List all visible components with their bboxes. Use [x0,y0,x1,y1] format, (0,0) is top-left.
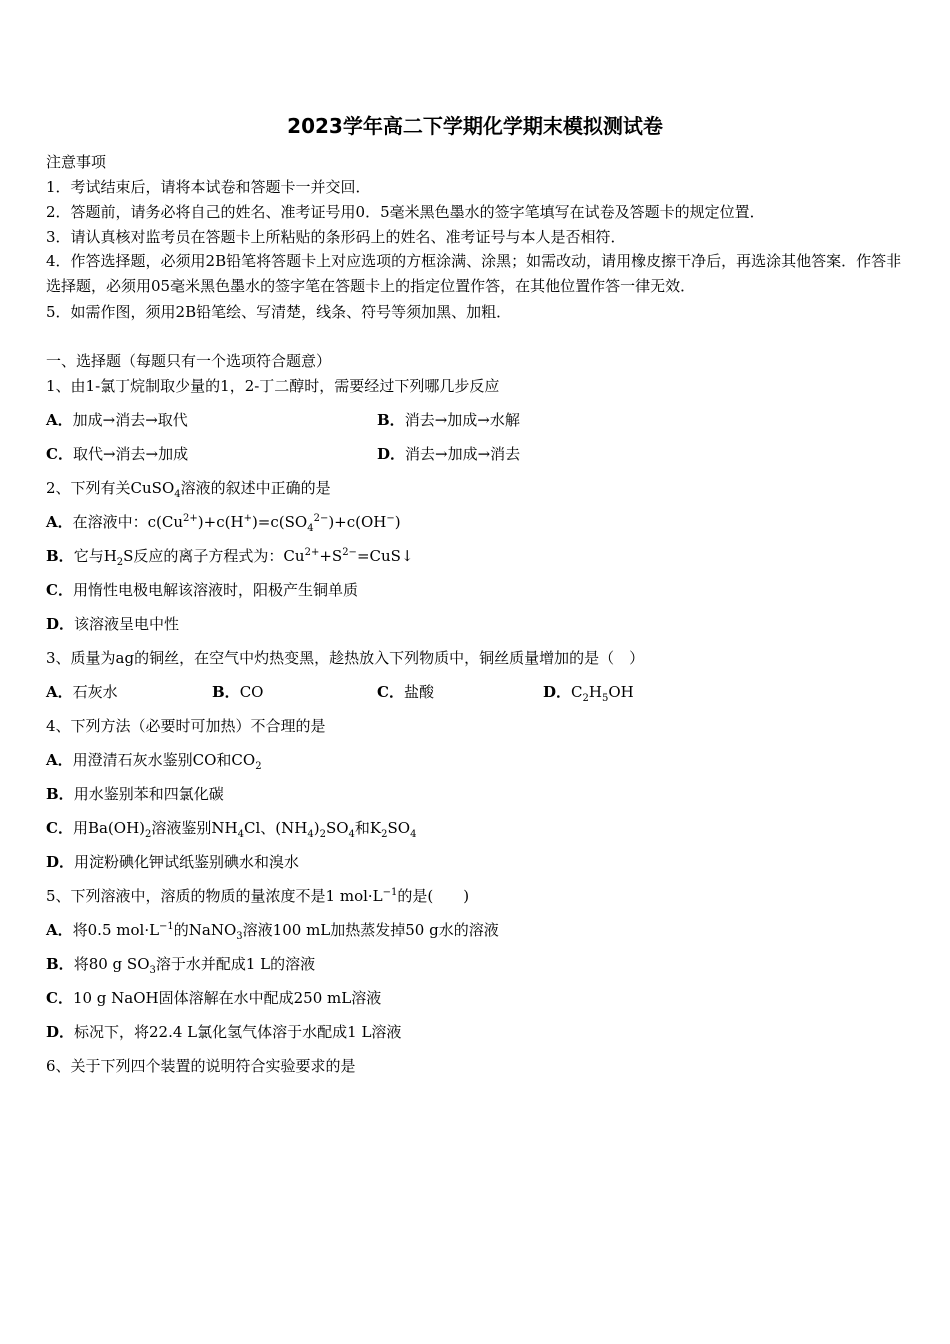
formula-text: 溶于水并配成1 L的溶液 [155,955,316,973]
formula-text: 将0.5 mol·L [72,921,160,939]
formula-text: 将80 g SO [73,955,150,973]
question-1-option-c [46,443,188,465]
option-label: B． [46,785,74,803]
subscript: 3 [149,965,156,976]
option-label: B． [46,955,74,973]
option-text: CO [239,683,264,701]
subscript: 2 [582,693,589,704]
superscript: 2+ [183,513,198,524]
formula-text: C [571,683,583,701]
notice-item-2: 2．答题前，请务必将自己的姓名、准考证号用0．5毫米黑色墨水的签字笔填写在试卷及答题卡的规定位置． [46,203,765,221]
option-label: D． [46,853,75,871]
notice-heading: 注意事项 [46,153,107,171]
formula-text: 在溶液中：c(Cu [72,513,184,531]
formula-text: 和K [354,819,382,837]
formula-text: 溶液鉴别NH [151,819,238,837]
subscript: 4 [174,489,181,500]
formula-text: SO [325,819,349,837]
subscript: 2 [255,761,262,772]
formula-text: 溶液100 mL加热蒸发掉50 g水的溶液 [242,921,499,939]
formula-text: )=c(SO [251,513,308,531]
option-text: 10 g NaOH固体溶解在水中配成250 mL溶液 [72,989,382,1007]
question-3-option-a [46,681,118,703]
stem-text: 5、下列溶液中，溶质的物质的量浓度不是1 mol·L [46,887,383,905]
question-3-option-c [377,681,434,703]
subscript: 2 [145,829,152,840]
option-label: C． [46,445,73,463]
subscript: 4 [307,829,314,840]
option-label: D． [46,615,75,633]
formula-text: 它与H [73,547,117,565]
formula-text: )+c(H [197,513,244,531]
question-3-stem: 3、质量为ag的铜丝，在空气中灼热变黑，趁热放入下列物质中，铜丝质量增加的是（ ） [46,649,645,667]
formula-text: S反应的离子方程式为：Cu [123,547,305,565]
option-label: A． [46,513,73,531]
question-4-stem: 4、下列方法（必要时可加热）不合理的是 [46,717,326,735]
subscript: 4 [410,829,417,840]
page-title: 2023学年高二下学期化学期末模拟测试卷 [287,114,663,138]
option-label: D． [543,683,572,701]
formula-text: =CuS↓ [356,547,414,565]
subscript: 2 [319,829,326,840]
question-4-option-d [46,851,299,873]
subscript: 4 [348,829,355,840]
option-text: 取代→消去→加成 [72,445,189,463]
option-text: 盐酸 [403,683,434,701]
notice-item-4: 4．作答选择题，必须用2B铅笔将答题卡上对应选项的方框涂满、涂黑；如需改动，请用橡皮擦干净后，再选涂其他答案．作答非选择题，必须用05毫米黑色墨水的签字笔在答题卡上的指定位置作答，在其他位置作答一律无效． [46,252,902,295]
subscript: 5 [601,693,609,704]
subscript: 3 [236,931,243,942]
formula-text: OH [608,683,634,701]
option-label: A． [46,411,73,429]
question-1-option-a [46,409,188,431]
question-4-option-a [46,749,262,771]
superscript: 2+ [304,547,320,558]
option-label: B． [46,547,74,565]
formula-text: 的NaNO [173,921,237,939]
option-text: 用水鉴别苯和四氯化碳 [73,785,224,803]
notice-item-5: 5．如需作图，须用2B铅笔绘、写清楚，线条、符号等须加黑、加粗． [46,303,512,321]
question-2-option-c [46,579,358,601]
question-2-option-a [46,511,401,533]
question-4-option-c [46,817,416,839]
question-1-option-b [377,409,520,431]
option-label: B． [377,411,405,429]
question-2-option-d [46,613,179,635]
question-2-stem [46,477,331,499]
question-1-stem: 1、由1-氯丁烷制取少量的1，2-丁二醇时，需要经过下列哪几步反应 [46,377,500,395]
question-1-option-d [377,443,520,465]
formula-text: 用澄清石灰水鉴别CO和CO [72,751,256,769]
question-5-option-d [46,1021,401,1043]
option-text: 消去→加成→消去 [405,445,521,463]
option-text: 消去→加成→水解 [404,411,520,429]
option-label: C． [46,989,73,1007]
formula-text: +S [319,547,343,565]
option-label: A． [46,921,73,939]
question-5-option-a [46,919,499,941]
option-label: A． [46,683,73,701]
option-label: C． [377,683,404,701]
formula-text: H [588,683,602,701]
section-heading: 一、选择题（每题只有一个选项符合题意） [46,352,332,370]
option-text: 用惰性电极电解该溶液时，阳极产生铜单质 [72,581,358,599]
option-text: 用淀粉碘化钾试纸鉴别碘水和溴水 [74,853,300,871]
formula-text: Cl、(NH [243,819,308,837]
option-label: C． [46,581,73,599]
stem-text: 的是( ) [397,887,470,905]
option-label: D． [377,445,406,463]
superscript: −1 [159,921,174,932]
superscript: − [386,513,395,524]
question-3-option-d [543,681,634,703]
option-label: B． [212,683,240,701]
question-5-option-b [46,953,315,975]
option-label: C． [46,819,73,837]
formula-text: ) [313,819,320,837]
subscript: 2 [116,557,124,568]
question-3-option-b [212,681,263,703]
stem-text: 溶液的叙述中正确的是 [180,479,331,497]
question-6-stem: 6、关于下列四个装置的说明符合实验要求的是 [46,1057,356,1075]
formula-text: ) [394,513,401,531]
question-4-option-b [46,783,224,805]
stem-text: 2、下列有关CuSO [46,479,175,497]
superscript: 2− [342,547,357,558]
question-5-stem [46,885,469,907]
option-text: 标况下，将22.4 L氯化氢气体溶于水配成1 L溶液 [74,1023,402,1041]
notice-item-1: 1．考试结束后，请将本试卷和答题卡一并交回． [46,178,371,196]
notice-item-3: 3．请认真核对监考员在答题卡上所粘贴的条形码上的姓名、准考证号与本人是否相符． [46,228,626,246]
option-text: 石灰水 [72,683,118,701]
option-text: 该溶液呈电中性 [74,615,180,633]
superscript: 2− [313,513,329,524]
subscript: 4 [307,523,314,534]
subscript: 4 [237,829,244,840]
superscript: + [243,513,252,524]
subscript: 2 [381,829,388,840]
option-label: A． [46,751,73,769]
option-text: 加成→消去→取代 [72,411,188,429]
formula-text: SO [387,819,411,837]
question-2-option-b [46,545,414,567]
superscript: −1 [382,887,398,898]
option-label: D． [46,1023,75,1041]
formula-text: )+c(OH [328,513,387,531]
question-5-option-c [46,987,381,1009]
formula-text: 用Ba(OH) [72,819,146,837]
